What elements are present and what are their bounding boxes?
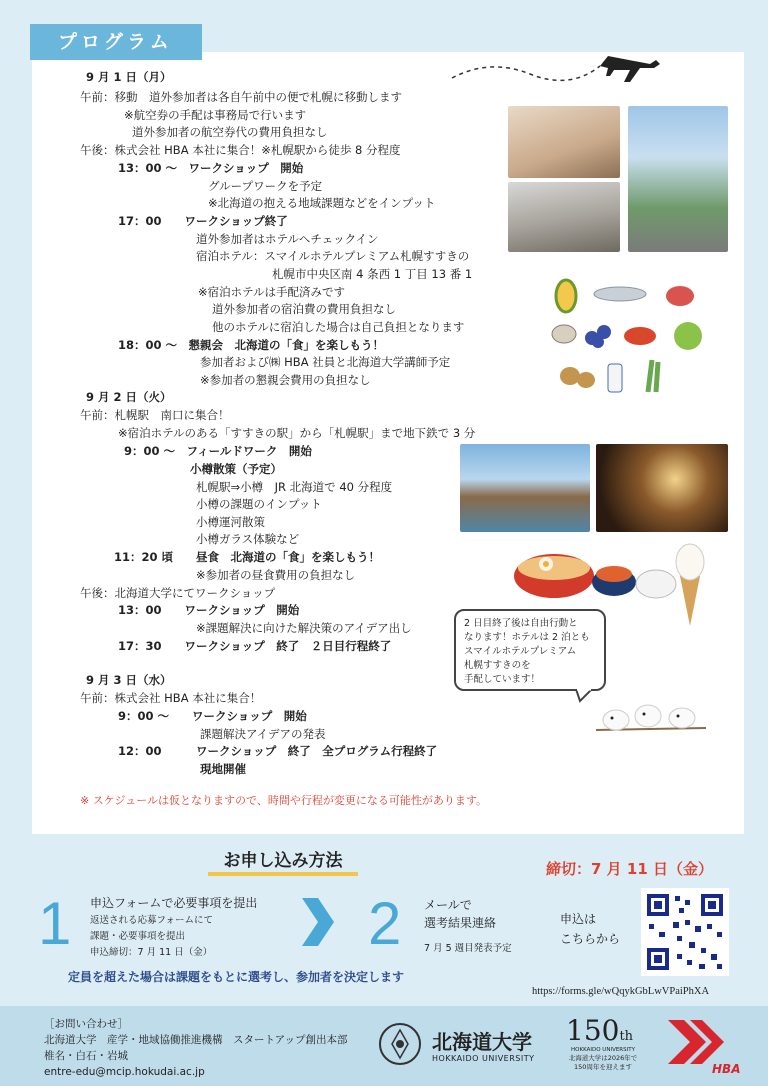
selection-note: 定員を超えた場合は課題をもとに選考し、参加者を決定します bbox=[68, 970, 405, 984]
bubble-tail-icon bbox=[574, 689, 594, 703]
day1-line: 札幌市中央区南 4 条西 1 丁目 13 番 1 bbox=[272, 267, 473, 281]
anniv-sub: 北海道大学は2026年で bbox=[568, 1054, 638, 1062]
contact-line: 北海道大学 産学・地域協働推進機構 スタートアップ創出本部 bbox=[44, 1034, 348, 1046]
form-url[interactable]: https://forms.gle/wQqykGbLwVPaiPhXA bbox=[532, 986, 710, 997]
day1-line: ※北海道の抱える地域課題などをインプット bbox=[208, 196, 436, 210]
day2-line: ※参加者の昼食費用の負担なし bbox=[196, 568, 356, 582]
contact-line: ［お問い合わせ］ bbox=[44, 1018, 128, 1030]
day1-date: 9 月 1 日（月） bbox=[86, 70, 172, 84]
contact-line: 椎名・白石・岩城 bbox=[44, 1050, 128, 1062]
office-interior-photo bbox=[508, 182, 620, 252]
day1-line: ※参加者の懇親会費用の負担なし bbox=[200, 373, 371, 387]
birds-icon bbox=[596, 698, 706, 740]
day3-line: 課題解決アイデアの発表 bbox=[200, 727, 326, 741]
day3-line: 12：00 ワークショップ 終了 全プログラム行程終了 bbox=[118, 744, 438, 758]
program-title: プログラム bbox=[30, 24, 202, 60]
office-photo bbox=[508, 106, 620, 178]
university-emblem-icon bbox=[378, 1022, 422, 1066]
anniv-sub: 150周年を迎えます bbox=[574, 1063, 632, 1071]
bubble-line: なります！ホテルは 2 泊とも bbox=[464, 632, 590, 643]
schedule-note: ※ スケジュールは仮となりますので、時間や行程が変更になる可能性があります。 bbox=[80, 794, 487, 807]
airplane-icon bbox=[450, 38, 660, 88]
day2-date: 9 月 2 日（火） bbox=[86, 390, 172, 404]
anniversary-logo bbox=[566, 1014, 646, 1071]
day2-line: 午前：札幌駅 南口に集合！ bbox=[80, 408, 230, 422]
university-name: 北海道大学 bbox=[432, 1030, 532, 1054]
day2-line: 小樽ガラス体験など bbox=[196, 532, 300, 546]
day1-line: 参加者および㈱ HBA 社員と北海道大学講師予定 bbox=[200, 355, 451, 369]
step1-line: 返送される応募フォームにて bbox=[90, 915, 214, 926]
day2-line: 午後：北海道大学にてワークショップ bbox=[80, 586, 276, 600]
day2-line: 小樽散策（予定） bbox=[190, 462, 282, 476]
qr-code[interactable] bbox=[641, 888, 729, 976]
day2-line: 9：00 ～ フィールドワーク 開始 bbox=[124, 444, 312, 458]
day2-line: 小樽の課題のインプット bbox=[196, 497, 322, 511]
bubble-line: 2 日目終了後は自由行動と bbox=[464, 618, 578, 629]
qr-code-icon bbox=[641, 888, 729, 976]
day1-line: 17：00 ワークショップ終了 bbox=[118, 214, 288, 228]
day1-line: 午前：移動 道外参加者は各自午前中の便で札幌に移動します bbox=[80, 90, 402, 104]
university-name-en: HOKKAIDO UNIVERSITY bbox=[432, 1054, 535, 1063]
anniv-number: 150 bbox=[566, 1014, 620, 1047]
step2-sub: 7 月 5 週目発表予定 bbox=[424, 943, 512, 954]
day1-line: 道外参加者の宿泊費の費用負担なし bbox=[212, 302, 396, 316]
hba-chevron-icon bbox=[666, 1016, 726, 1066]
day2-line: 17：30 ワークショップ 終了 ２日目行程終了 bbox=[118, 639, 392, 653]
contact-block bbox=[44, 1016, 347, 1080]
bubble-line: 手配しています！ bbox=[464, 674, 541, 685]
qr-label: こちらから bbox=[560, 932, 621, 946]
day2-line: ※宿泊ホテルのある「すすきの駅」から「札幌駅」まで地下鉄で 3 分 bbox=[118, 426, 476, 440]
step1-line: 申込締切：7 月 11 日（金） bbox=[90, 947, 213, 958]
day2-line: 小樽運河散策 bbox=[196, 515, 265, 529]
day1-line: ※宿泊ホテルは手配済みです bbox=[198, 285, 346, 299]
day1-line: 道外参加者の航空券代の費用負担なし bbox=[132, 125, 328, 139]
day2-line: 札幌駅⇒小樽 JR 北海道で 40 分程度 bbox=[196, 480, 393, 494]
anniv-sub: HOKKAIDO UNIVERSITY bbox=[571, 1047, 635, 1053]
step1-line: 課題・必要事項を提出 bbox=[90, 931, 186, 942]
step1-title: 申込フォームで必要事項を提出 bbox=[90, 896, 258, 910]
day3-line: 現地開催 bbox=[200, 762, 246, 776]
bubble-line: スマイルホテルプレミアム bbox=[464, 646, 577, 657]
day2-line: ※課題解決に向けた解決策のアイデア出し bbox=[196, 621, 412, 635]
day3-line: 午前：株式会社 HBA 本社に集合！ bbox=[80, 691, 262, 705]
day1-line: 18：00 ～ 懇親会 北海道の「食」を楽しもう！ bbox=[118, 338, 385, 352]
chevron-right-icon bbox=[300, 896, 336, 948]
day3-line: 9：00 ～ ワークショップ 開始 bbox=[118, 709, 307, 723]
contact-email[interactable]: entre-edu@mcip.hokudai.ac.jp bbox=[44, 1066, 205, 1078]
glass-shop-photo bbox=[596, 444, 728, 532]
day1-line: 宿泊ホテル：スマイルホテルプレミアム札幌すすきの bbox=[196, 249, 470, 263]
day1-line: ※航空券の手配は事務局で行います bbox=[124, 108, 307, 122]
day1-line: グループワークを予定 bbox=[208, 179, 323, 193]
apply-underline bbox=[208, 872, 358, 876]
day1-line: 13：00 ～ ワークショップ 開始 bbox=[118, 161, 304, 175]
hba-logo-text: HBA bbox=[712, 1062, 741, 1076]
step2-title: メールで bbox=[424, 898, 472, 912]
building-photo bbox=[628, 106, 728, 252]
free-time-bubble bbox=[454, 609, 606, 691]
day2-line: 11：20 頃 昼食 北海道の「食」を楽しもう！ bbox=[114, 550, 381, 564]
day3-date: 9 月 3 日（水） bbox=[86, 673, 172, 687]
deadline: 締切：7 月 11 日（金） bbox=[546, 860, 713, 878]
day2-line: 13：00 ワークショップ 開始 bbox=[118, 603, 300, 617]
qr-label: 申込は bbox=[560, 912, 597, 926]
step2-title: 選考結果連絡 bbox=[424, 916, 497, 930]
step2-number: 2 bbox=[368, 890, 402, 957]
bubble-line: 札幌すすきのを bbox=[464, 660, 531, 671]
anniv-suffix: th bbox=[619, 1029, 634, 1044]
otaru-canal-photo bbox=[460, 444, 590, 532]
day1-line: 午後：株式会社 HBA 本社に集合！※札幌駅から徒歩 8 分程度 bbox=[80, 143, 401, 157]
apply-title: お申し込み方法 bbox=[223, 851, 343, 871]
step1-number: 1 bbox=[38, 890, 72, 957]
day1-line: 道外参加者はホテルへチェックイン bbox=[196, 232, 379, 246]
hokkaido-food-icon bbox=[548, 276, 708, 396]
day1-line: 他のホテルに宿泊した場合は自己負担となります bbox=[212, 320, 465, 334]
